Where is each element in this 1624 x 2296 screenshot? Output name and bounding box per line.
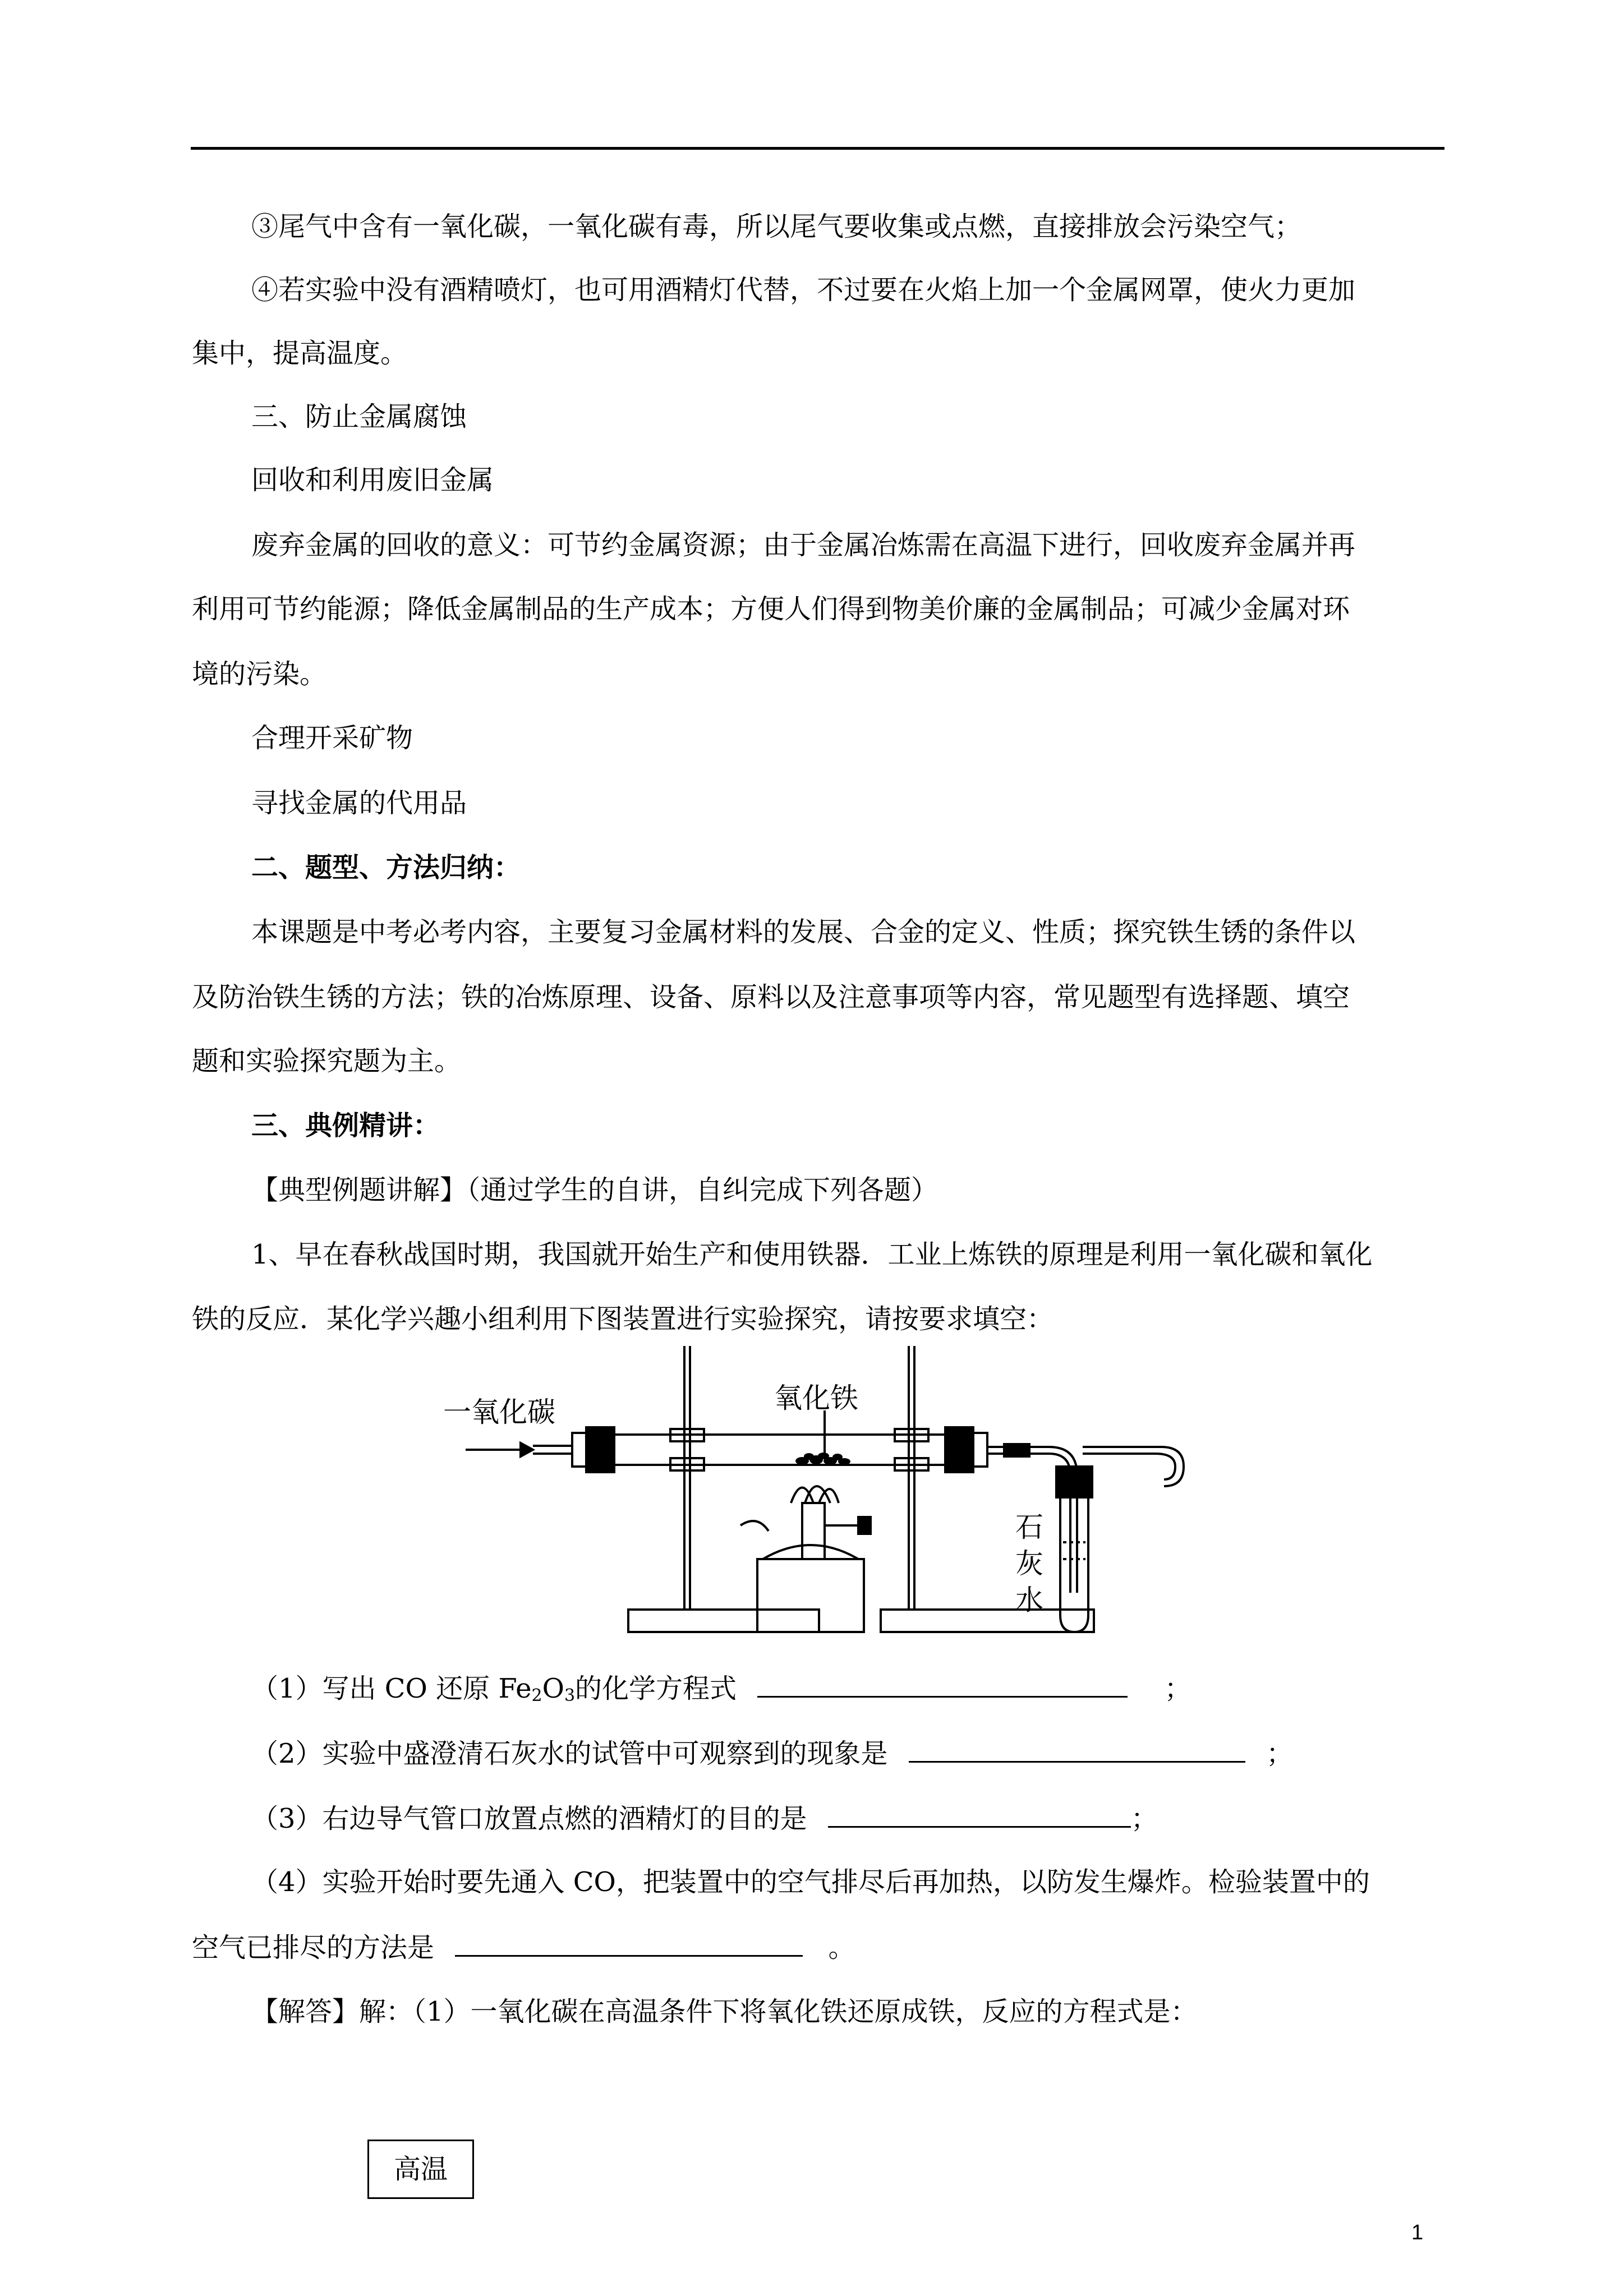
question-4-cont: 空气已排尽的方法是 。 — [192, 1929, 1448, 1965]
paragraph: 回收和利用废旧金属 — [251, 464, 494, 496]
question-1: （1）写出 CO 还原 $Fe_2O_3$的化学方程式 ； — [251, 1670, 1508, 1705]
co-flow-arrow — [466, 1443, 533, 1456]
answer-blank-3[interactable] — [828, 1800, 1131, 1828]
flame — [791, 1486, 839, 1503]
answer-blank-4[interactable] — [455, 1929, 803, 1957]
paragraph: 境的污染。 — [192, 658, 327, 690]
label-iron-oxide: 氧化铁 — [774, 1382, 858, 1414]
question-3: （3）右边导气管口放置点燃的酒精灯的目的是 ； — [251, 1800, 1508, 1836]
stand-base-left — [628, 1610, 819, 1632]
label-limewater-3: 水 — [1015, 1584, 1043, 1616]
paragraph: 合理开采矿物 — [251, 722, 413, 754]
paragraph: 铁的反应．某化学兴趣小组利用下图装置进行实验探究，请按要求填空： — [192, 1303, 1054, 1335]
section-heading: 三、典例精讲： — [251, 1110, 440, 1141]
paragraph: ③尾气中含有一氧化碳，一氧化碳有毒，所以尾气要收集或点燃，直接排放会污染空气； — [251, 211, 1302, 242]
paragraph: 【典型例题讲解】（通过学生的自讲，自纠完成下列各题） — [251, 1174, 938, 1206]
page-number: 1 — [1411, 2221, 1424, 2244]
answer-text: 【解答】解：（1）一氧化碳在高温条件下将氧化铁还原成铁，反应的方程式是： — [251, 1996, 1198, 2027]
header-rule — [191, 147, 1444, 150]
stand-base-right — [881, 1610, 1094, 1632]
paragraph: 1、早在春秋战国时期，我国就开始生产和使用铁器．工业上炼铁的原理是利用一氧化碳和氧化 — [251, 1239, 1373, 1270]
reaction-condition-box: 高温 — [367, 2140, 474, 2199]
paragraph: 利用可节约能源；降低金属制品的生产成本；方便人们得到物美价廉的金属制品；可减少金属对环 — [192, 593, 1350, 625]
paragraph: 题和实验探究题为主。 — [192, 1045, 462, 1077]
apparatus-diagram — [443, 1346, 1200, 1638]
label-limewater-1: 石 — [1015, 1511, 1043, 1543]
paragraph: 本课题是中考必考内容，主要复习金属材料的发展、合金的定义、性质；探究铁生锈的条件以 — [251, 916, 1356, 948]
paragraph: ④若实验中没有酒精喷灯，也可用酒精灯代替，不过要在火焰上加一个金属网罩，使火力更加 — [251, 274, 1356, 306]
paragraph: 废弃金属的回收的意义：可节约金属资源；由于金属冶炼需在高温下进行，回收废弃金属并再 — [251, 529, 1356, 561]
answer-blank-1[interactable] — [757, 1670, 1128, 1698]
alcohol-lamp — [757, 1559, 864, 1632]
question-4: （4）实验开始时要先通入 CO，把装置中的空气排尽后再加热，以防发生爆炸。检验装置中的 — [251, 1866, 1370, 1898]
label-limewater-2: 灰 — [1015, 1547, 1043, 1580]
question-2: （2）实验中盛澄清石灰水的试管中可观察到的现象是 ； — [251, 1735, 1508, 1771]
section-heading: 二、题型、方法归纳： — [251, 852, 521, 883]
label-co: 一氧化碳 — [443, 1396, 555, 1428]
paragraph: 寻找金属的代用品 — [251, 787, 467, 819]
paragraph: 集中，提高温度。 — [192, 338, 408, 369]
paragraph: 及防治铁生锈的方法；铁的冶炼原理、设备、原料以及注意事项等内容，常见题型有选择题、填空 — [192, 981, 1350, 1013]
section-heading: 三、防止金属腐蚀 — [251, 401, 467, 432]
iron-oxide-sample — [795, 1453, 850, 1465]
answer-blank-2[interactable] — [909, 1735, 1245, 1763]
